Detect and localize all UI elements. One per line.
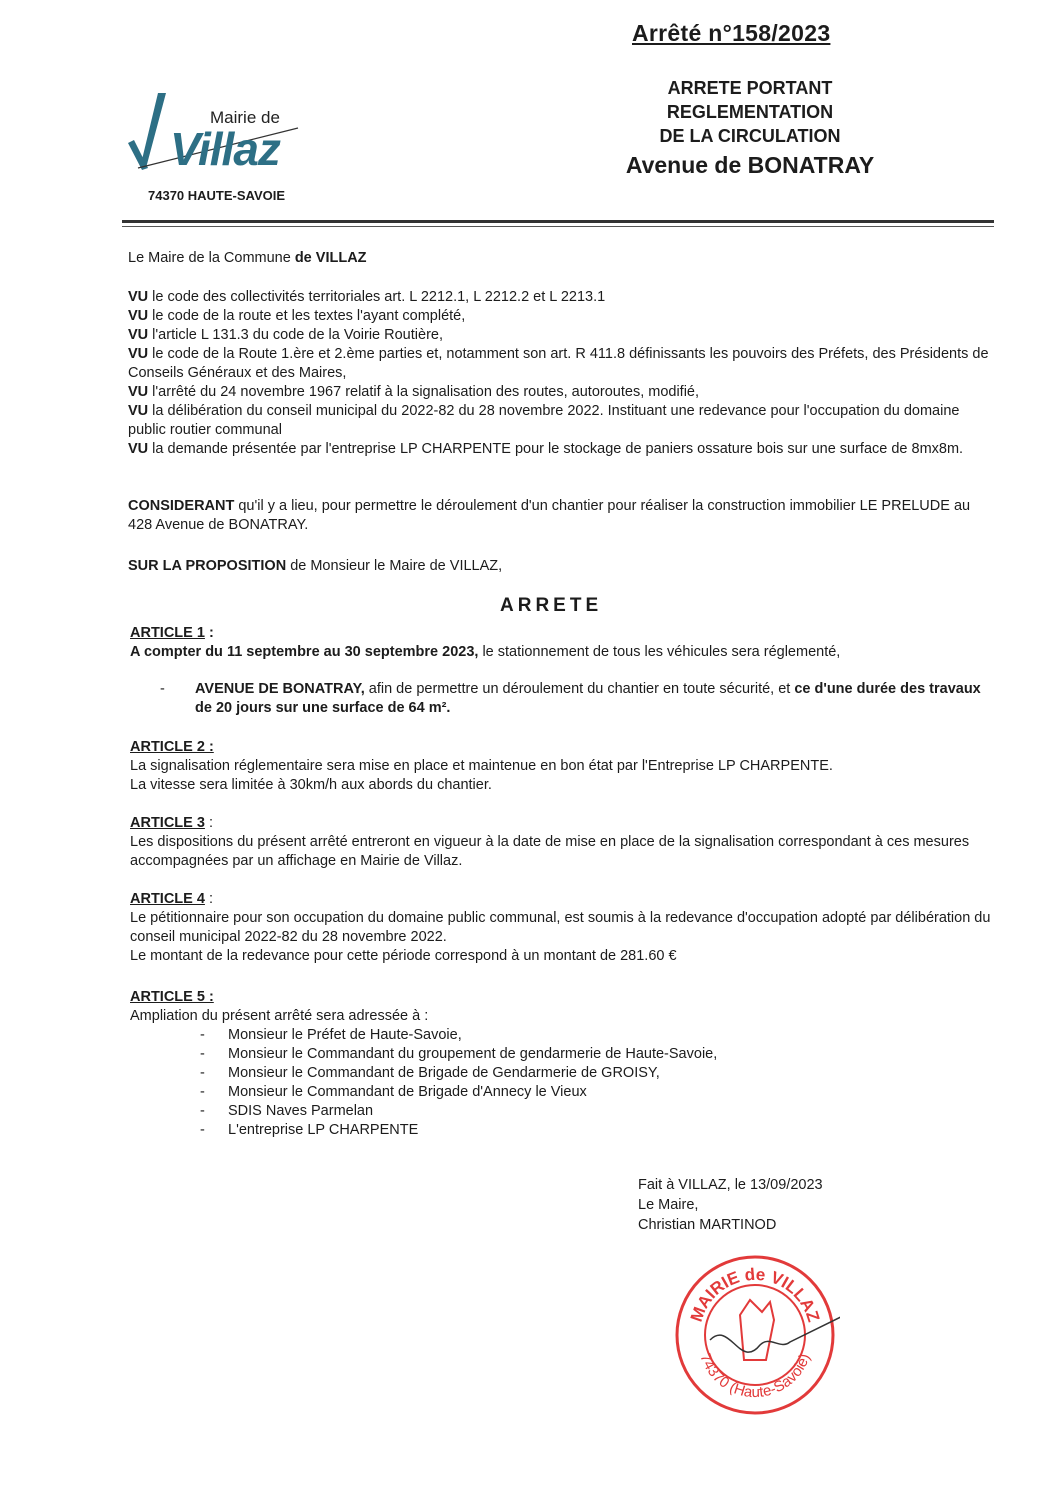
signature-place-date: Fait à VILLAZ, le 13/09/2023 xyxy=(638,1177,823,1193)
svg-text:74370 (Haute-Savoie) xyxy=(696,1351,813,1401)
recipient-dash: - xyxy=(200,1027,205,1043)
recipient-item: L'entreprise LP CHARPENTE xyxy=(228,1122,419,1138)
title-line-4: Avenue de BONATRAY xyxy=(625,152,875,178)
vu-text: le code des collectivités territoriales art. L 2212.1, L 2212.2 et L 2213.1 xyxy=(148,289,606,305)
vu-label: VU xyxy=(128,403,149,419)
vu-text: le code de la route et les textes l'ayant complété, xyxy=(148,308,466,324)
arrete-number: Arrêté n°158/2023 xyxy=(632,20,831,46)
mairie-stamp xyxy=(670,1250,840,1420)
article-1-title xyxy=(130,624,214,643)
article-5-intro: Ampliation du présent arrêté sera adressée à : xyxy=(130,1008,429,1024)
vu-label: VU xyxy=(128,384,149,400)
article-1-bullet-text: afin de permettre un déroulement du chantier en toute sécurité, et xyxy=(364,681,795,697)
recipient-item: SDIS Naves Parmelan xyxy=(228,1103,374,1119)
vu-text: la délibération du conseil municipal du 2022-82 du 28 novembre 2022. Instituant une redevance pour l'occupation du domaine public routier communal xyxy=(128,403,960,438)
vu-label: VU xyxy=(128,308,149,324)
article-2-title: ARTICLE 2 : xyxy=(130,739,214,755)
vu-label: VU xyxy=(128,346,149,362)
stamp-bottom-text: 74370 (Haute-Savoie) xyxy=(696,1351,814,1402)
mairie-logo xyxy=(118,88,328,208)
recipient-dash: - xyxy=(200,1122,205,1138)
vu-item xyxy=(128,288,605,307)
article-1-colon: : xyxy=(204,625,214,641)
article-1-bullet-duration: ce d'une durée des travaux de 20 jours sur une surface de 64 m². xyxy=(195,681,981,716)
proposition-label: SUR LA PROPOSITION xyxy=(128,558,287,574)
stamp-top-text: MAIRIE de VILLAZ xyxy=(686,1264,824,1325)
article-2-line-2: La vitesse sera limitée à 30km/h aux abords du chantier. xyxy=(130,777,492,793)
article-4-label: ARTICLE 4 xyxy=(130,891,205,907)
vu-label: VU xyxy=(128,441,149,457)
signature-role: Le Maire, xyxy=(638,1197,699,1213)
vu-item xyxy=(128,440,998,459)
article-3-label: ARTICLE 3 xyxy=(130,815,205,831)
logo-mairie-de: Mairie de xyxy=(210,108,280,127)
article-1-bullet-dash: - xyxy=(160,681,165,697)
recipient-dash: - xyxy=(200,1046,205,1062)
recipient-dash: - xyxy=(200,1103,205,1119)
recipient-item: Monsieur le Commandant du groupement de gendarmerie de Haute-Savoie, xyxy=(228,1046,718,1062)
considerant-text: qu'il y a lieu, pour permettre le déroulement d'un chantier pour réaliser la construction immobilier LE PRELUDE au 428 Avenue de BONATRAY. xyxy=(128,498,971,533)
vu-item xyxy=(128,402,998,440)
logo-villaz: Villaz xyxy=(170,123,280,175)
article-1-bullet xyxy=(195,680,995,718)
vu-text: l'arrêté du 24 novembre 1967 relatif à la signalisation des routes, autoroutes, modifié, xyxy=(148,384,700,400)
recipient-item: Monsieur le Préfet de Haute-Savoie, xyxy=(228,1027,462,1043)
intro-prefix: Le Maire de la Commune xyxy=(128,250,295,266)
article-3-title xyxy=(130,814,213,833)
article-1-line xyxy=(130,643,840,662)
article-4-colon: : xyxy=(204,891,213,907)
article-1-bullet-avenue: AVENUE DE BONATRAY, xyxy=(195,681,365,697)
signature-name: Christian MARTINOD xyxy=(638,1217,777,1233)
intro-line xyxy=(128,249,367,268)
vu-label: VU xyxy=(128,289,149,305)
article-4-amount: Le montant de la redevance pour cette période correspond à un montant de 281.60 € xyxy=(130,948,677,964)
logo-department: 74370 HAUTE-SAVOIE xyxy=(148,188,286,203)
recipient-item: Monsieur le Commandant de Brigade d'Annecy le Vieux xyxy=(228,1084,587,1100)
recipient-item: Monsieur le Commandant de Brigade de Gendarmerie de GROISY, xyxy=(228,1065,660,1081)
proposition-text: de Monsieur le Maire de VILLAZ, xyxy=(286,558,503,574)
article-3-colon: : xyxy=(204,815,213,831)
article-4-text: Le pétitionnaire pour son occupation du domaine public communal, est soumis à la redevance d'occupation adopté par délibération du conseil municipal 2022-82 du 28 novembre 2022. xyxy=(130,910,991,945)
vu-item xyxy=(128,345,998,383)
article-3-text: Les dispositions du présent arrêté entreront en vigueur à la date de mise en place de la signalisation correspondant à ces mesures accompagnées par un affichage en Mairie de Villaz. xyxy=(130,834,970,869)
recipient-dash: - xyxy=(200,1065,205,1081)
title-line-1: ARRETE PORTANT xyxy=(667,78,833,98)
vu-text: le code de la Route 1.ère et 2.ème parties et, notamment son art. R 411.8 définissants les pouvoirs des Préfets, des Présidents de Conseils Généraux et des Maires, xyxy=(128,346,989,381)
vu-text: l'article L 131.3 du code de la Voirie Routière, xyxy=(148,327,443,343)
article-5-title: ARTICLE 5 : xyxy=(130,989,214,1005)
vu-text: la demande présentée par l'entreprise LP CHARPENTE pour le stockage de paniers ossature bois sur une surface de 8mx8m. xyxy=(148,441,964,457)
recipient-dash: - xyxy=(200,1084,205,1100)
vu-item xyxy=(128,383,699,402)
considerant xyxy=(128,497,998,535)
title-line-3: DE LA CIRCULATION xyxy=(659,126,841,146)
article-1-rest: le stationnement de tous les véhicules sera réglementé, xyxy=(478,644,841,660)
stamp-seal-icon xyxy=(670,1250,840,1420)
vu-item xyxy=(128,307,465,326)
header-divider-thin xyxy=(122,226,994,227)
proposition xyxy=(128,557,502,576)
arrete-heading: ARRETE xyxy=(500,595,603,616)
title-line-2: REGLEMENTATION xyxy=(666,102,834,122)
header-divider xyxy=(122,220,994,223)
vu-item xyxy=(128,326,443,345)
article-1-dates: A compter du 11 septembre au 30 septembre 2023, xyxy=(130,644,479,660)
article-2-line-1: La signalisation réglementaire sera mise en place et maintenue en bon état par l'Entreprise LP CHARPENTE. xyxy=(130,758,833,774)
vu-label: VU xyxy=(128,327,149,343)
article-4-title xyxy=(130,890,213,909)
intro-commune: de VILLAZ xyxy=(294,250,367,266)
considerant-label: CONSIDERANT xyxy=(128,498,235,514)
article-1-label: ARTICLE 1 xyxy=(130,625,205,641)
